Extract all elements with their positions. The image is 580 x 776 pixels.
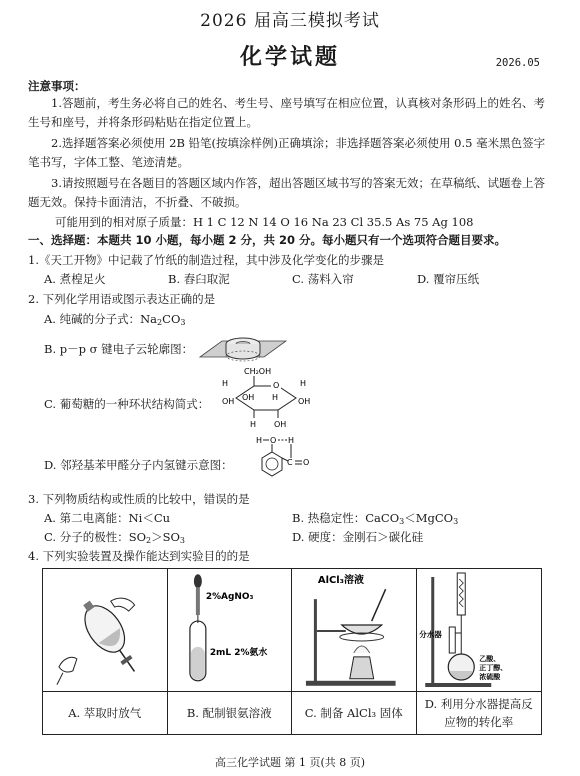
glucose-ch2oh-label: CH₂OH [244,367,272,376]
alcl3-solution-label: AlCl₃溶液 [317,575,364,587]
q1-stem: 1.《天工开物》中记载了竹纸的制造过程，其中涉及化学变化的步骤是 [28,253,384,267]
q1-option-d: D. 覆帘压纸 [417,272,480,286]
evaporation-setup-image [292,569,416,692]
section-heading: 一、选择题：本题共 10 小题，每小题 2 分，共 20 分。每小题只有一个选项符合题目要求。 [28,233,507,247]
glucose-h-label: H [300,379,307,388]
q4-cell-d [417,569,542,734]
q3-stem: 3. 下列物质结构或性质的比较中，错误的是 [28,492,250,506]
aldehyde-o-label: O [270,436,277,445]
water-separator-label: 分水器 [418,630,442,639]
q4-stem: 4. 下列实验装置及操作能达到实验目的的是 [28,549,250,563]
q2-option-a: A. 纯碱的分子式：$Na_2CO_3$ [44,312,186,327]
q2-option-c: C. 葡萄糖的一种环状结构简式： [44,397,210,411]
glucose-ring-structure [216,366,316,430]
q1-option-b: B. 舂臼取泥 [168,272,230,286]
sigma-bond-cloud-image [196,327,288,367]
q4-caption-c: C. 制备 AlCl₃ 固体 [304,706,403,720]
aldehyde-o-label: O [303,458,310,467]
glucose-oh-label: OH [242,393,255,402]
q1-option-c: C. 荡料入帘 [292,272,354,286]
glucose-o-label: O [273,381,280,390]
exam-title: 2026 届高三模拟考试 [200,11,380,31]
q4-apparatus-table [42,568,542,735]
atomic-masses: 可能用到的相对原子质量：H 1 C 12 N 14 O 16 Na 23 Cl 35.5 As 75 Ag 108 [55,215,474,229]
glucose-h-label: H [250,420,257,429]
q4-caption-d: D. 利用分水器提高反应物的转化率 [424,697,533,729]
q3-option-c: C. 分子的极性：$SO_2>SO_3$ [44,530,186,545]
q3-option-d: D. 硬度：金刚石＞碳化硅 [292,530,424,544]
q2-stem: 2. 下列化学用语或图示表达正确的是 [28,292,216,306]
glucose-oh-label: OH [298,397,311,406]
glucose-oh-label: OH [222,397,235,406]
separatory-funnel-image [43,569,167,692]
q2-option-b: B. p－p σ 键电子云轮廓图： [44,342,194,356]
agno3-label: 2%AgNO₃ [205,592,253,603]
aldehyde-h-label: H [288,436,295,445]
aldehyde-h-label: H [256,436,263,445]
q3-option-b: B. 热稳定性：CaCO$_3$＜MgCO$_3$ [292,511,459,526]
dean-stark-setup-image [417,569,542,692]
note-item-1: 1.答题前，考生务必将自己的姓名、考生号、座号填写在相应位置，认真核对条形码上的姓名、考生号和座号，并将条形码粘贴在指定位置上。 [28,96,545,129]
subject-title: 化学试题 [239,45,340,70]
reagents-label: 乙酸、正丁醇、浓硫酸 [478,655,507,681]
aldehyde-c-label: C [287,458,293,467]
notes-heading: 注意事项： [28,79,86,93]
salicylaldehyde-structure [254,434,316,480]
glucose-h-label: H [222,379,229,388]
glucose-oh-label: OH [274,420,287,429]
silver-ammonia-setup-image [168,569,292,692]
q4-caption-b: B. 配制银氨溶液 [186,706,272,720]
ammonia-label: 2mL 2%氨水 [209,647,267,658]
note-item-2: 2.选择题答案必须使用 2B 铅笔(按填涂样例)正确填涂；非选择题答案必须使用 0.5 毫米黑色签字笔书写，字体工整、笔迹清楚。 [28,136,546,169]
q4-cell-c [292,569,417,734]
q4-cell-a [43,569,168,734]
q4-caption-a: A. 萃取时放气 [68,706,142,720]
note-item-3: 3.请按照题号在各题目的答题区域内作答，超出答题区域书写的答案无效；在草稿纸、试题卷上答题无效。保持卡面清洁，不折叠、不破损。 [28,176,545,209]
q2-option-d: D. 邻羟基苯甲醛分子内氢键示意图： [44,458,233,472]
q1-option-a: A. 煮楻足火 [44,272,106,286]
q3-option-a: A. 第二电离能：Ni＜Cu [44,511,171,525]
exam-date: 2026.05 [495,57,540,69]
glucose-h-label: H [272,393,279,402]
q4-cell-b [168,569,293,734]
page-footer: 高三化学试题 第 1 页(共 8 页) [214,756,366,769]
